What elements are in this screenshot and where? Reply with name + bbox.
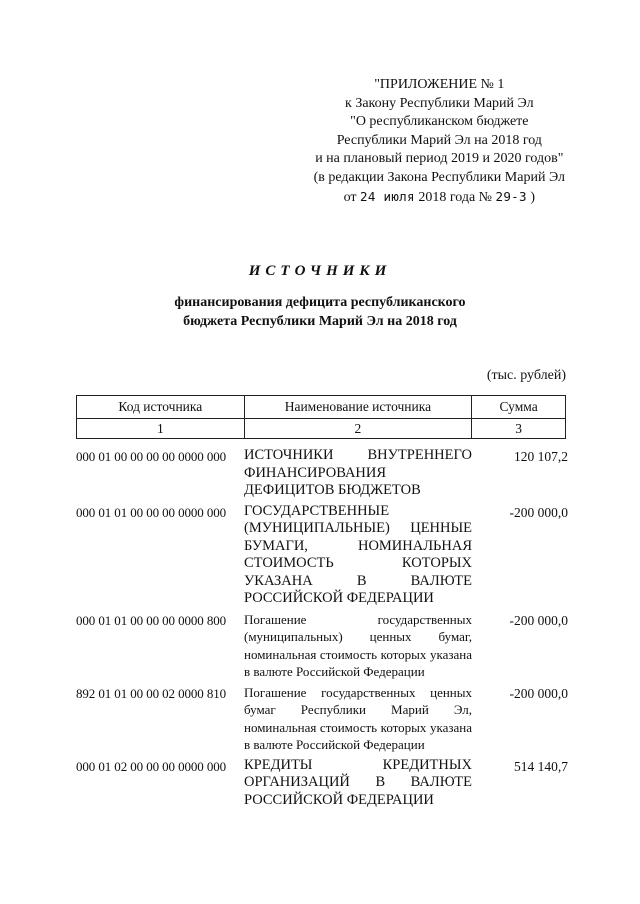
- table-row: [76, 684, 568, 754]
- table-body: [76, 447, 568, 812]
- source-code: 000 01 00 00 00 00 0000 000: [76, 449, 227, 464]
- document-title: ИСТОЧНИКИ: [248, 263, 392, 279]
- table-row: [76, 503, 568, 608]
- source-code: 000 01 02 00 00 00 0000 000: [76, 758, 227, 774]
- source-amount: -200 000,0: [509, 685, 568, 701]
- table-row: [76, 447, 568, 500]
- source-amount: -200 000,0: [509, 612, 568, 628]
- appendix-line: Республики Марий Эл на 2018 год: [336, 132, 542, 148]
- column-header-amount: Сумма: [472, 396, 566, 419]
- subtitle-line: финансирования дефицита республиканского: [174, 295, 466, 310]
- source-name: ИСТОЧНИКИ ВНУТРЕННЕГО ФИНАНСИРОВАНИЯ ДЕФИЦИТОВ БЮДЖЕТОВ: [244, 447, 472, 498]
- header-row: [77, 396, 566, 419]
- appendix-date-line: [314, 188, 565, 208]
- column-number: 3: [472, 419, 566, 439]
- source-amount: -200 000,0: [509, 504, 568, 520]
- column-header-code: Код источника: [77, 396, 245, 419]
- column-number: 2: [244, 419, 472, 439]
- appendix-line: и на плановый период 2019 и 2020 годов": [315, 151, 564, 167]
- source-name: КРЕДИТЫ КРЕДИТНЫХ ОРГАНИЗАЦИЙ В ВАЛЮТЕ РОССИЙСКОЙ ФЕДЕРАЦИИ: [244, 756, 472, 808]
- closing-paren: ): [530, 189, 535, 205]
- source-code: 892 01 01 00 00 02 0000 810: [76, 685, 227, 701]
- date-suffix: 2018 года №: [418, 189, 493, 205]
- appendix-header: [314, 76, 565, 207]
- source-code: 000 01 01 00 00 00 0000 800: [76, 612, 227, 628]
- column-header-name: Наименование источника: [244, 396, 472, 419]
- subtitle-line: бюджета Республики Марий Эл на 2018 год: [183, 314, 457, 329]
- units-label: (тыс. рублей): [486, 368, 566, 383]
- table-row: [76, 611, 568, 681]
- date-prefix: от: [343, 189, 357, 205]
- appendix-line: (в редакции Закона Республики Марий Эл: [313, 169, 565, 185]
- document-subtitle: [0, 293, 640, 331]
- column-number-row: [77, 419, 566, 439]
- appendix-line: "ПРИЛОЖЕНИЕ № 1: [374, 77, 505, 92]
- handwritten-law-number: 29-З: [495, 188, 527, 204]
- handwritten-date: 24 июля: [360, 188, 415, 204]
- appendix-line: "О республиканском бюджете: [350, 114, 529, 130]
- source-amount: 120 107,2: [514, 449, 568, 464]
- table-row: [76, 757, 568, 810]
- source-amount: 514 140,7: [514, 758, 568, 774]
- column-number: 1: [77, 419, 245, 439]
- source-code: 000 01 01 00 00 00 0000 000: [76, 504, 227, 520]
- source-name: Погашение государственных (муниципальных) ценных бумаг, номинальная стоимость которых указана в валюте Российской Федерации: [244, 611, 472, 679]
- source-name: Погашение государственных ценных бумаг Республики Марий Эл, номинальная стоимость которых указана в валюте Российской Федерации: [244, 684, 472, 752]
- table-header: [76, 395, 566, 439]
- source-name: ГОСУДАРСТВЕННЫЕ (МУНИЦИПАЛЬНЫЕ) ЦЕННЫЕ БУМАГИ, НОМИНАЛЬНАЯ СТОИМОСТЬ КОТОРЫХ УКАЗАНА В ВАЛЮТЕ РОССИЙСКОЙ ФЕДЕРАЦИИ: [244, 502, 472, 606]
- appendix-line: к Закону Республики Марий Эл: [345, 95, 534, 111]
